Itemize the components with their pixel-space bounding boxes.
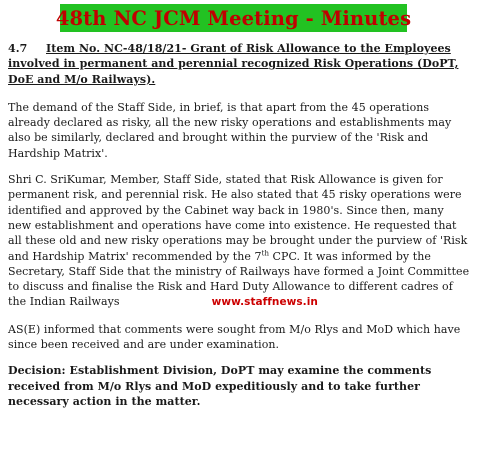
text-line (8, 294, 494, 310)
text-line: Hardship Matrix'. (8, 146, 108, 160)
text-fragment: and Hardship Matrix' recommended by the 7 (8, 249, 262, 263)
text-line: identified and approved by the Cabinet way back in 1980's. Since then, many (8, 203, 444, 217)
text-line: Secretary, Staff Side that the ministry of Railways have formed a Joint Committee (8, 264, 470, 278)
text-fragment: the Indian Railways (8, 295, 120, 309)
item-title-line-1: Item No. NC-48/18/21- Grant of Risk Allowance to the Employees (46, 42, 451, 55)
item-heading (8, 41, 494, 56)
text-line: necessary action in the matter. (8, 394, 201, 408)
item-number: 4.7 (8, 42, 28, 55)
text-fragment: CPC. It was informed by the (269, 249, 431, 263)
superscript: th (261, 248, 269, 257)
decision-paragraph (8, 363, 494, 409)
text-line: to discuss and finalise the Risk and Hard Duty Allowance to different cadres of (8, 280, 453, 294)
website-watermark-link[interactable]: www.staffnews.in (211, 296, 318, 309)
text-line: since been received and are under examination. (8, 338, 280, 352)
page-title: 48th NC JCM Meeting - Minutes (55, 6, 412, 30)
text-line (8, 249, 494, 264)
item-title-line-2: involved in permanent and perennial recognized Risk Operations (DoPT, (8, 57, 459, 71)
text-line: Shri C. SriKumar, Member, Staff Side, stated that Risk Allowance is given for (8, 173, 443, 187)
text-line: already declared as risky, all the new risky operations and establishments may (8, 116, 452, 130)
item-title-line-3: DoE and M/o Railways). (8, 72, 156, 86)
minutes-document (8, 41, 494, 420)
paragraph-srikumar (8, 172, 494, 311)
title-banner (55, 4, 412, 32)
text-line: new establishment and operations have come into existence. He requested that (8, 218, 457, 232)
paragraph-demand (8, 100, 494, 161)
text-line: Decision: Establishment Division, DoPT may examine the comments (8, 364, 432, 378)
text-line: AS(E) informed that comments were sought from M/o Rlys and MoD which have (8, 322, 461, 336)
text-line: all these old and new risky operations may be brought under the purview of 'Risk (8, 234, 468, 248)
text-line: received from M/o Rlys and MoD expeditiously and to take further (8, 379, 420, 393)
text-line: permanent risk, and perennial risk. He also stated that 45 risky operations were (8, 188, 462, 202)
text-line: The demand of the Staff Side, in brief, is that apart from the 45 operations (8, 100, 430, 114)
paragraph-ase (8, 322, 494, 353)
text-line: also be similarly, declared and brought within the purview of the 'Risk and (8, 131, 429, 145)
